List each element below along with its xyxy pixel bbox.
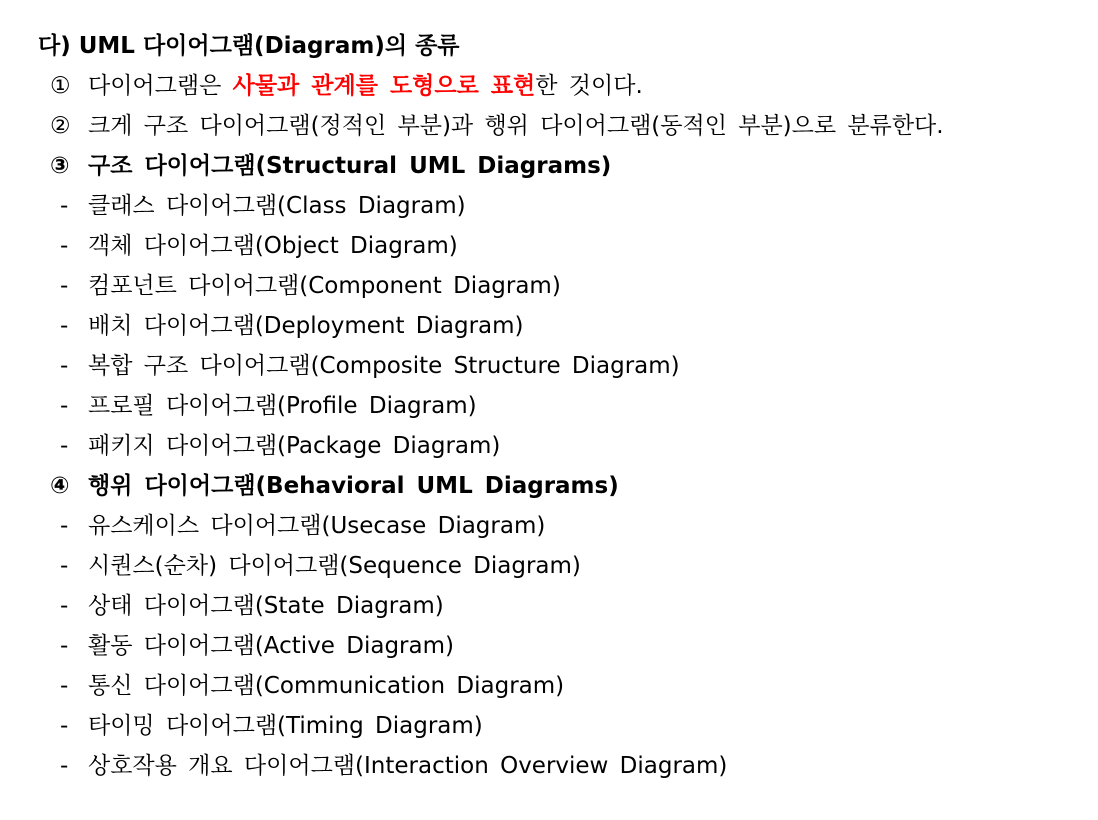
list-item: [60, 631, 454, 661]
list-item-text: 복합 구조 다이어그램(Composite Structure Diagram): [88, 353, 680, 379]
structural-marker: ③: [50, 153, 70, 179]
bullet-dash: -: [60, 193, 69, 219]
point-1-text-after: 한 것이다.: [535, 73, 643, 99]
bullet-dash: -: [60, 353, 69, 379]
behavioral-heading-text: 행위 다이어그램(Behavioral UML Diagrams): [88, 473, 619, 499]
list-item: [60, 231, 458, 261]
bullet-dash: -: [60, 593, 69, 619]
point-1-highlight: 사물과 관계를 도형으로 표현: [232, 73, 536, 99]
list-item-text: 배치 다이어그램(Deployment Diagram): [88, 313, 524, 339]
list-item-text: 컴포넌트 다이어그램(Component Diagram): [88, 273, 561, 299]
list-item: [60, 751, 727, 781]
bullet-dash: -: [60, 313, 69, 339]
point-2-marker: ②: [50, 113, 71, 139]
list-item-text: 상태 다이어그램(State Diagram): [88, 593, 444, 619]
behavioral-marker: ④: [50, 473, 70, 499]
bullet-dash: -: [60, 513, 69, 539]
list-item: [60, 551, 581, 581]
bullet-dash: -: [60, 753, 69, 779]
point-1: [50, 71, 643, 101]
point-1-text-before: 다이어그램은: [88, 73, 233, 99]
list-item: [60, 431, 500, 461]
bullet-dash: -: [60, 393, 69, 419]
bullet-dash: -: [60, 273, 69, 299]
list-item-text: 클래스 다이어그램(Class Diagram): [88, 193, 466, 219]
section-title: 다) UML 다이어그램(Diagram)의 종류: [38, 33, 460, 59]
list-item: [60, 391, 477, 421]
point-2-text: 크게 구조 다이어그램(정적인 부분)과 행위 다이어그램(동적인 부분)으로 분류한다.: [88, 113, 944, 139]
list-item: [60, 591, 444, 621]
bullet-dash: -: [60, 433, 69, 459]
list-item: [60, 351, 680, 381]
list-item-text: 통신 다이어그램(Communication Diagram): [88, 673, 565, 699]
behavioral-heading: [50, 471, 619, 501]
list-item-text: 활동 다이어그램(Active Diagram): [88, 633, 454, 659]
point-1-marker: ①: [50, 73, 71, 99]
structural-heading-text: 구조 다이어그램(Structural UML Diagrams): [88, 153, 612, 179]
list-item-text: 시퀀스(순차) 다이어그램(Sequence Diagram): [88, 553, 581, 579]
list-item: [60, 271, 561, 301]
list-item-text: 객체 다이어그램(Object Diagram): [88, 233, 458, 259]
list-item-text: 유스케이스 다이어그램(Usecase Diagram): [88, 513, 546, 539]
bullet-dash: -: [60, 633, 69, 659]
list-item: [60, 191, 466, 221]
list-item-text: 상호작용 개요 다이어그램(Interaction Overview Diagram): [88, 753, 728, 779]
list-item: [60, 671, 564, 701]
structural-heading: [50, 151, 611, 181]
point-2: [50, 111, 944, 141]
list-item-text: 패키지 다이어그램(Package Diagram): [88, 433, 501, 459]
bullet-dash: -: [60, 233, 69, 259]
list-item: [60, 311, 524, 341]
list-item-text: 타이밍 다이어그램(Timing Diagram): [88, 713, 483, 739]
list-item: [60, 711, 483, 741]
bullet-dash: -: [60, 673, 69, 699]
bullet-dash: -: [60, 553, 69, 579]
bullet-dash: -: [60, 713, 69, 739]
list-item: [60, 511, 545, 541]
list-item-text: 프로필 다이어그램(Profile Diagram): [88, 393, 477, 419]
